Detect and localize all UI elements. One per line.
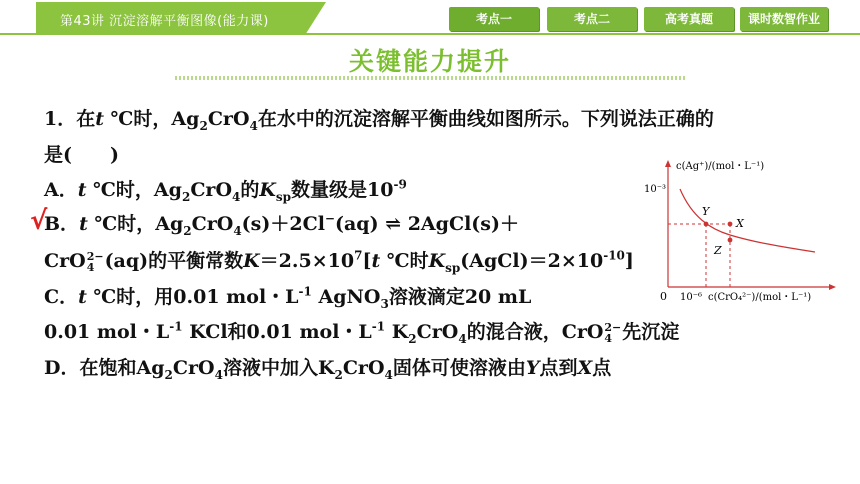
text: ] — [624, 250, 634, 272]
text: ℃时， — [87, 213, 156, 235]
text: 在饱和 — [79, 357, 137, 379]
option-b-cont — [44, 249, 634, 273]
section-title: 关键能力提升 — [348, 47, 511, 76]
origin-label: 0 — [660, 290, 667, 303]
point-z — [728, 238, 733, 243]
formula: Ag — [171, 108, 200, 130]
lesson-title: 第43讲 沉淀溶解平衡图像(能力课) — [60, 14, 269, 29]
charge: − — [324, 211, 335, 226]
nav-tab-point-1[interactable]: 考点一 — [449, 7, 539, 31]
var-t: t — [95, 108, 105, 130]
option-d[interactable]: D．在饱和$Ag_2CrO_4$溶液中加入$K_2CrO_4$固体可使溶液由Y点到X点 — [44, 357, 612, 382]
ion-charge: 2− 4 — [86, 250, 104, 274]
question-stem-end: 是( ) — [44, 144, 119, 166]
exponent: -10 — [603, 248, 625, 263]
formula: Ag — [153, 179, 182, 201]
x-axis-arrow — [829, 284, 836, 290]
option-label: A． — [44, 179, 78, 201]
formula: CrO — [416, 321, 459, 343]
x-tick-label: 10⁻⁶ — [680, 292, 703, 303]
text: (AgCl)＝2×10 — [460, 250, 604, 272]
option-c-cont: 0.01 mol・$L^{-1}$ KCl和0.01 mol・$L^{-1}$ $K_2CrO_4$的混合液，CrO 2− 4 先沉淀 — [44, 319, 680, 346]
text: 先沉淀 — [622, 321, 680, 343]
exponent: -1 — [298, 284, 312, 299]
nav-tab-homework[interactable]: 课时数智作业 — [740, 7, 828, 31]
equilibrium-curve — [680, 189, 815, 252]
text: 溶液中加入K — [222, 357, 335, 379]
var-t: t — [78, 286, 87, 308]
nav-tab-exam[interactable]: 高考真题 — [644, 7, 734, 31]
point-x-tag: X — [736, 217, 744, 230]
formula: CrO — [191, 213, 234, 235]
y-axis-arrow — [665, 160, 671, 167]
formula: CrO — [172, 357, 215, 379]
text: ℃时， — [86, 179, 154, 201]
text: 固体可使溶液由 — [392, 357, 526, 379]
option-c[interactable]: C．t ℃时，用0.01 mol・$L^{-1}$ AgNO$_3$溶液滴定20 mL — [44, 284, 532, 311]
text: ℃时， — [104, 108, 172, 130]
text: [ — [362, 250, 372, 272]
text: (s)＋2Cl — [241, 213, 325, 235]
text: 溶液滴定20 mL — [388, 286, 532, 308]
ksp-sub: sp — [445, 260, 461, 275]
nav-tab-point-2[interactable]: 考点二 — [547, 7, 637, 31]
y-axis-label: c(Ag⁺)/(mol・L⁻¹) — [676, 161, 765, 172]
text: ℃时 — [380, 250, 429, 272]
x-axis-label: c(CrO₄²⁻)/(mol・L⁻¹) — [708, 292, 812, 303]
text: (aq) ⇌ 2AgCl(s)＋ — [334, 213, 519, 235]
exponent: -9 — [393, 177, 407, 192]
text: KCl和0.01 mol・L — [182, 321, 372, 343]
text: (aq)的平衡常数 — [104, 250, 244, 272]
exponent: -1 — [371, 319, 386, 334]
var-t: t — [371, 250, 381, 272]
exponent: 7 — [354, 248, 363, 263]
text: 数量级是10 — [291, 179, 394, 201]
point-x-label: X — [577, 357, 593, 379]
text: 点 — [592, 357, 612, 379]
header-rule — [0, 33, 860, 35]
formula: CrO — [44, 250, 86, 272]
text: AgNO — [311, 286, 381, 308]
point-y-tag: Y — [702, 205, 710, 218]
solubility-curve-chart — [640, 155, 840, 305]
point-y — [704, 222, 709, 227]
formula: CrO — [342, 357, 385, 379]
var-k: K — [243, 250, 260, 272]
ksp-sub: sp — [275, 189, 292, 204]
text: 点到 — [539, 357, 578, 379]
text: 在水中的沉淀溶解平衡曲线如图所示。下列说法正确的 — [257, 108, 714, 130]
var-t: t — [79, 213, 88, 235]
text: K — [385, 321, 409, 343]
option-label: B． — [44, 213, 80, 235]
option-b[interactable]: B．t ℃时，$Ag_2CrO_4(s)+2Cl^-(aq)$ ⇌ 2AgCl(s)＋ — [44, 211, 519, 238]
formula: Ag — [136, 357, 165, 379]
exponent: -1 — [169, 319, 183, 334]
option-label: C． — [44, 286, 79, 308]
ksp-symbol: K — [428, 250, 446, 272]
option-label: D． — [44, 357, 80, 379]
formula: CrO — [207, 108, 250, 130]
formula: CrO — [561, 321, 604, 343]
header-bar — [0, 0, 860, 36]
point-z-tag: Z — [714, 244, 722, 257]
header-edge — [0, 0, 36, 35]
formula: Ag — [155, 213, 184, 235]
question-number: 1． — [44, 108, 77, 130]
text: 0.01 mol・L — [44, 321, 170, 343]
formula: CrO — [190, 179, 232, 201]
ksp-symbol: K — [259, 179, 276, 201]
y-tick-label: 10⁻³ — [644, 184, 667, 195]
ion-charge: 2− 4 — [604, 321, 622, 345]
var-t: t — [77, 179, 87, 201]
text: 的混合液， — [466, 321, 562, 343]
question-stem: 1．在t ℃时，$Ag_2CrO_4$在水中的沉淀溶解平衡曲线如图所示。下列说法正确的 — [44, 108, 714, 133]
section-title-underline — [175, 76, 685, 80]
checkmark-icon: √ — [30, 206, 48, 236]
text: ＝2.5×10 — [259, 250, 355, 272]
point-x — [728, 222, 733, 227]
text: ℃时，用0.01 mol・L — [86, 286, 299, 308]
text: 在 — [76, 108, 96, 130]
point-y-label: Y — [525, 357, 540, 379]
option-a[interactable]: A．t ℃时，$Ag_2CrO_4$的$K_{sp}$数量级是$10^{-9}$ — [44, 177, 407, 204]
text: 的 — [240, 179, 260, 201]
